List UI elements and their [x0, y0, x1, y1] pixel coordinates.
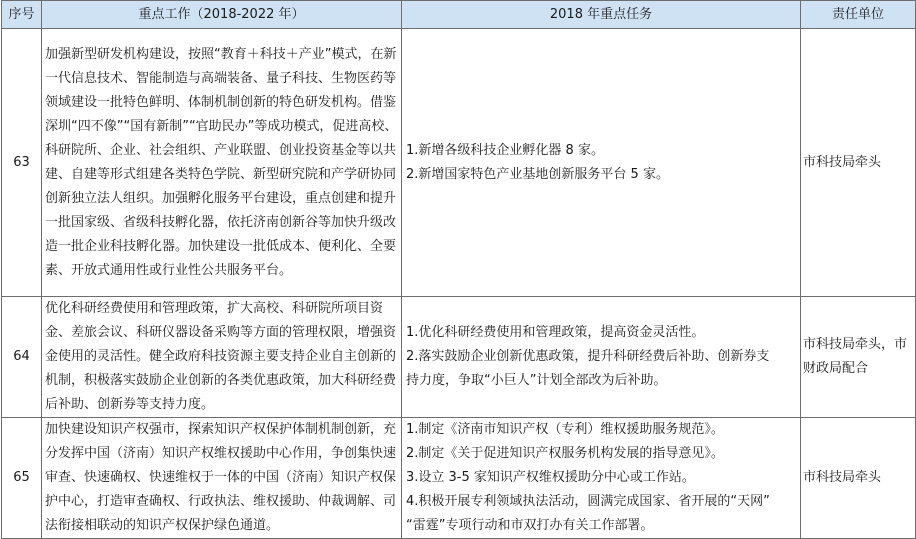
- row-work: 优化科研经费使用和管理政策，扩大高校、科研院所项目资金、差旅会议、科研仪器设备采购等方面的管理权限，增强资金使用的灵活性。健全政府科技资源主要支持企业自主创新的机制，积极落实鼓励企业创新的各类优惠政策，加大科研经费后补助、创新券等支持力度。: [42, 297, 402, 418]
- table-row: [2, 297, 916, 418]
- row-num: 65: [2, 418, 42, 539]
- row-work: 加快建设知识产权强市，探索知识产权保护体制机制创新，充分发挥中国（济南）知识产权维权援助中心作用，争创集快速审查、快速确权、快速维权于一体的中国（济南）知识产权保护中心，打造审查确权、行政执法、维权援助、仲裁调解、司法衔接相联动的知识产权保护绿色通道。: [42, 418, 402, 539]
- table-row: [2, 418, 916, 539]
- row-unit: 市科技局牵头: [801, 418, 916, 539]
- key-tasks-table: [1, 0, 916, 539]
- task-line: 1.优化科研经费使用和管理政策，提高资金灵活性。: [406, 325, 705, 340]
- row-unit: 市科技局牵头，市财政局配合: [801, 297, 916, 418]
- task-line: “雷霆”专项行动和市双打办有关工作部署。: [406, 518, 654, 533]
- header-row: [2, 1, 916, 29]
- task-line: 2.落实鼓励企业创新优惠政策，提升科研经费后补助、创新券支: [406, 349, 770, 364]
- header-work: 重点工作（2018-2022 年）: [42, 1, 402, 29]
- row-tasks: [402, 297, 801, 418]
- header-unit: 责任单位: [801, 1, 916, 29]
- row-num: 64: [2, 297, 42, 418]
- task-line: 4.积极开展专利领域执法活动，圆满完成国家、省开展的“天网”: [406, 494, 770, 509]
- row-work: 加强新型研发机构建设，按照“教育＋科技＋产业”模式，在新一代信息技术、智能制造与高端装备、量子科技、生物医药等领域建设一批特色鲜明、体制机制创新的特色研发机构。借鉴深圳“四不像”“国有新制”“官助民办”等成功模式，促进高校、科研院所、企业、社会组织、产业联盟、创业投资基金等以共建、自建等形式组建各类特色学院、新型研究院和产学研协同创新独立法人组织。加强孵化服务平台建设，重点创建和提升一批国家级、省级科技孵化器，依托济南创新谷等加快升级改造一批企业科技孵化器。加快建设一批低成本、便利化、全要素、开放式通用性或行业性公共服务平台。: [42, 29, 402, 297]
- header-num: 序号: [2, 1, 42, 29]
- row-num: 63: [2, 29, 42, 297]
- task-line: 1.新增各级科技企业孵化器 8 家。: [406, 142, 604, 158]
- task-line: 1.制定《济南市知识产权（专利）维权援助服务规范》。: [406, 422, 724, 437]
- row-unit: 市科技局牵头: [801, 29, 916, 297]
- table-row: [2, 29, 916, 297]
- task-line: 2.制定《关于促进知识产权服务机构发展的指导意见》。: [406, 446, 724, 461]
- task-line: 2.新增国家特色产业基地创新服务平台 5 家。: [406, 166, 669, 182]
- row-tasks: [402, 29, 801, 297]
- header-task: 2018 年重点任务: [402, 1, 801, 29]
- row-tasks: [402, 418, 801, 539]
- task-line: 3.设立 3-5 家知识产权维权援助分中心或工作站。: [406, 470, 695, 485]
- task-line: 持力度，争取“小巨人”计划全部改为后补助。: [406, 373, 667, 388]
